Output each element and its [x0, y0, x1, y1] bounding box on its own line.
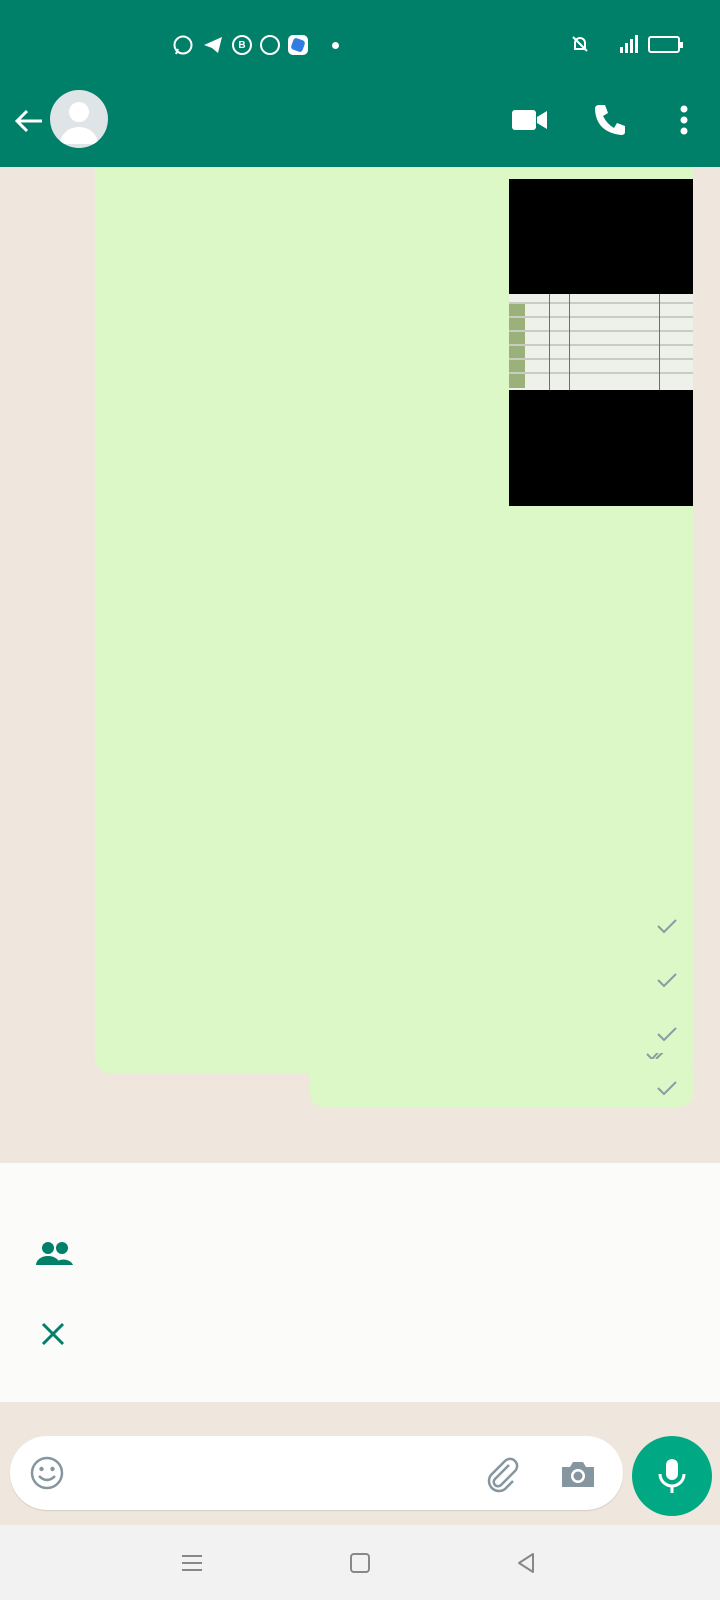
check-icon — [655, 917, 679, 935]
attach-icon[interactable] — [482, 1454, 522, 1494]
check-icon — [655, 1025, 679, 1043]
dismiss-button[interactable] — [0, 1305, 720, 1365]
attached-image[interactable] — [509, 179, 693, 506]
outgoing-message[interactable] — [310, 1059, 693, 1107]
signal-icon — [620, 35, 638, 53]
b-icon: B — [232, 35, 252, 55]
recent-apps-icon[interactable] — [178, 1549, 206, 1577]
contacts-icon — [34, 1237, 74, 1273]
system-nav-bar — [0, 1525, 720, 1600]
outgoing-message[interactable] — [293, 951, 693, 999]
close-icon — [34, 1317, 74, 1353]
back-arrow-icon[interactable] — [12, 104, 46, 138]
video-call-icon[interactable] — [510, 100, 550, 140]
message-input[interactable] — [10, 1436, 623, 1510]
battery-icon — [648, 36, 680, 53]
contact-card-banner — [0, 1163, 720, 1402]
image-thumbnail — [509, 294, 693, 390]
home-icon[interactable] — [346, 1549, 374, 1577]
app-icon — [288, 35, 308, 55]
chat-area[interactable] — [0, 167, 720, 1163]
silent-bell-icon — [570, 34, 590, 54]
status-bar — [0, 0, 720, 90]
check-icon — [655, 971, 679, 989]
check-icon — [655, 1079, 679, 1097]
camera-icon[interactable] — [558, 1455, 598, 1493]
view-contact-card-button[interactable] — [0, 1225, 720, 1285]
whatsapp-icon — [172, 34, 194, 56]
more-notifications-dot — [332, 42, 339, 49]
more-vert-icon[interactable] — [664, 100, 704, 140]
notification-icons — [172, 34, 339, 56]
message-composer — [0, 1402, 720, 1525]
app-header — [0, 0, 720, 167]
o-icon — [260, 35, 280, 55]
chat-header — [0, 90, 720, 167]
back-icon[interactable] — [512, 1549, 540, 1577]
voice-call-icon[interactable] — [590, 100, 630, 140]
outgoing-message[interactable] — [233, 897, 693, 945]
telegram-icon — [202, 34, 224, 56]
outgoing-message[interactable] — [525, 1005, 693, 1053]
emoji-icon[interactable] — [28, 1454, 66, 1492]
system-indicators — [570, 34, 680, 54]
microphone-icon — [654, 1456, 690, 1496]
avatar[interactable] — [50, 90, 108, 148]
battery-level — [650, 38, 678, 51]
voice-record-button[interactable] — [632, 1436, 712, 1516]
